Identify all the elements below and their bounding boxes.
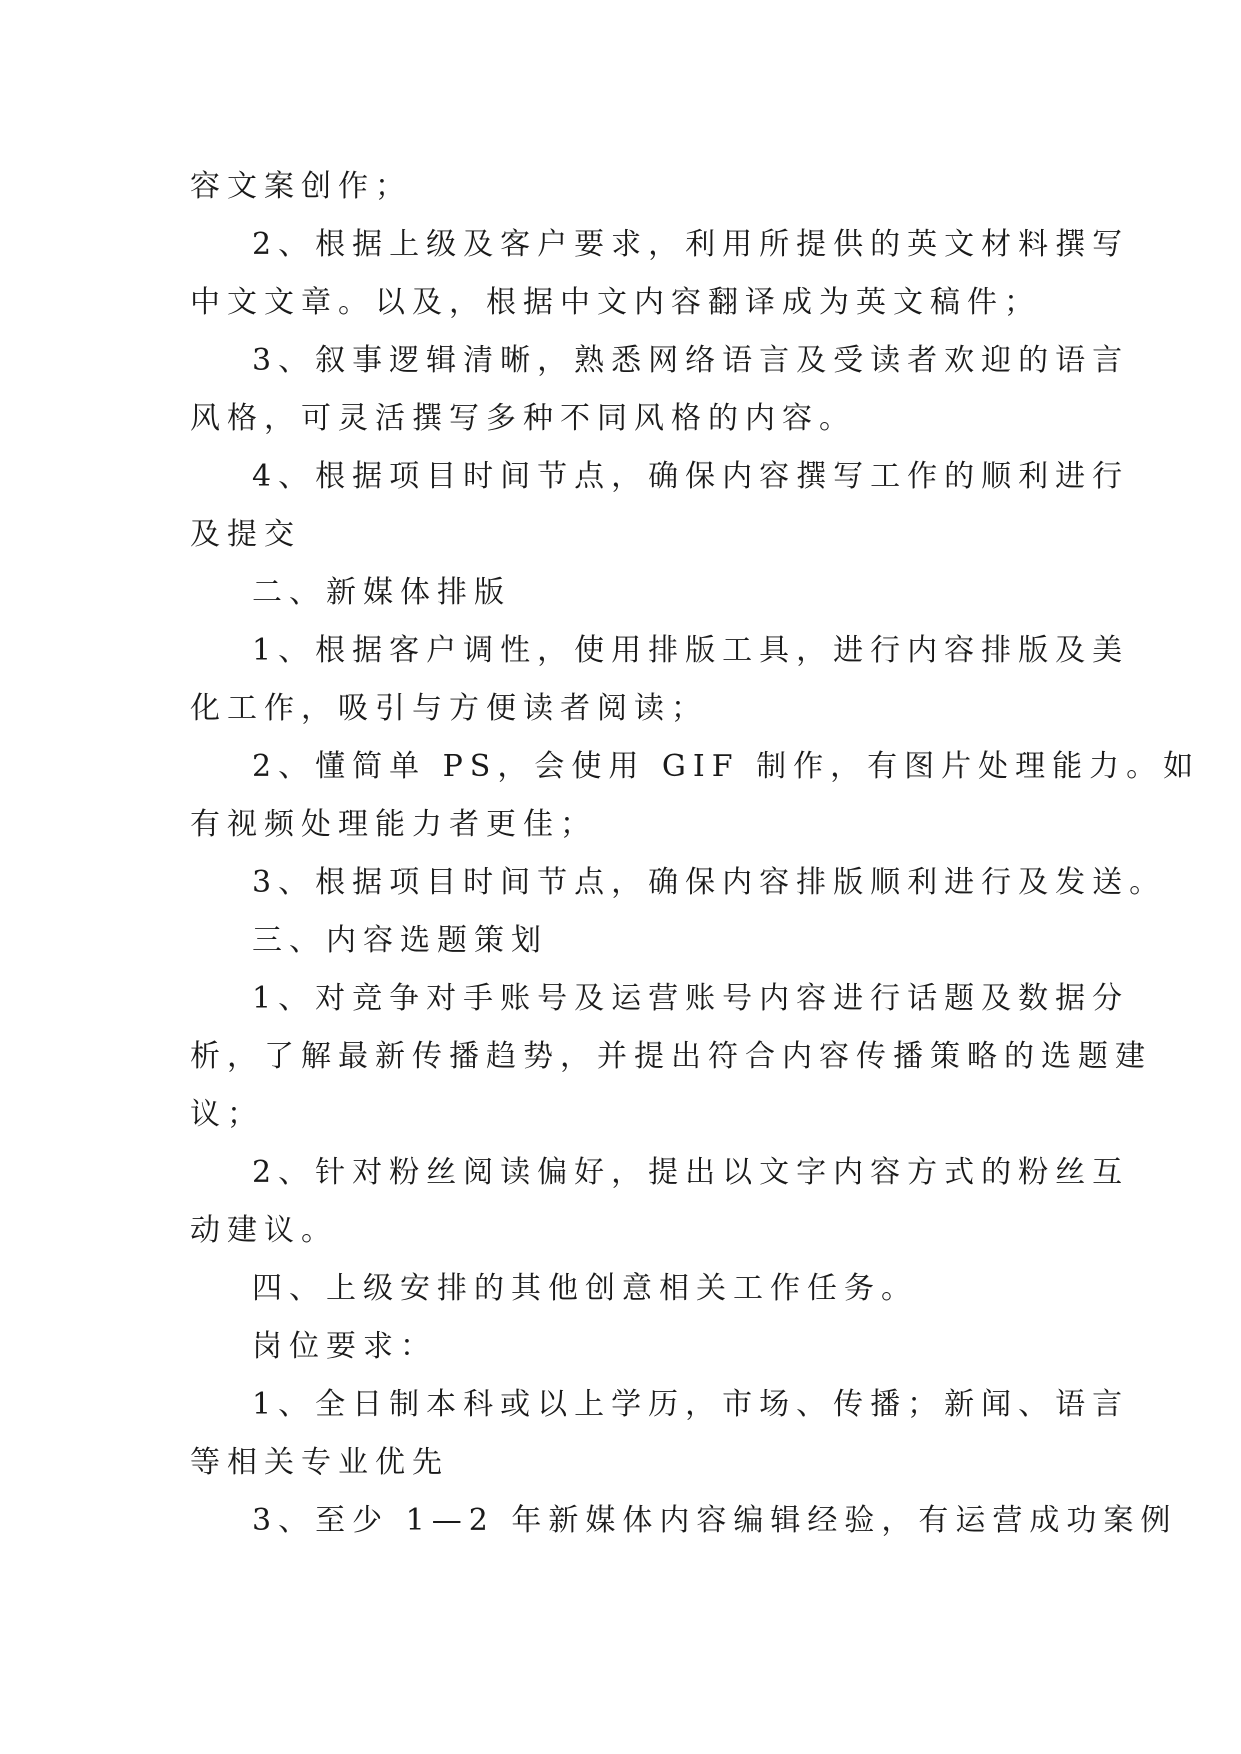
document-line: 议； xyxy=(190,1097,264,1132)
document-line: 3、至少 1—2 年新媒体内容编辑经验，有运营成功案例 xyxy=(252,1503,1178,1538)
document-line: 2、根据上级及客户要求，利用所提供的英文材料撰写 xyxy=(252,227,1130,262)
document-line: 1、全日制本科或以上学历，市场、传播；新闻、语言 xyxy=(252,1387,1130,1422)
document-line: 2、针对粉丝阅读偏好，提出以文字内容方式的粉丝互 xyxy=(252,1155,1130,1190)
document-line: 1、对竞争对手账号及运营账号内容进行话题及数据分 xyxy=(252,981,1130,1016)
document-line: 四、上级安排的其他创意相关工作任务。 xyxy=(252,1271,918,1306)
document-line: 2、懂简单 PS，会使用 GIF 制作，有图片处理能力。如 xyxy=(252,749,1201,784)
document-line: 析，了解最新传播趋势，并提出符合内容传播策略的选题建 xyxy=(190,1039,1152,1074)
document-line: 3、叙事逻辑清晰，熟悉网络语言及受读者欢迎的语言 xyxy=(252,343,1130,378)
document-line: 3、根据项目时间节点，确保内容排版顺利进行及发送。 xyxy=(252,865,1167,900)
document-line: 二、新媒体排版 xyxy=(252,575,511,610)
document-line: 动建议。 xyxy=(190,1213,338,1248)
document-line: 及提交 xyxy=(190,517,301,552)
document-line: 等相关专业优先 xyxy=(190,1445,449,1480)
document-line: 容文案创作； xyxy=(190,169,412,204)
document-line: 化工作，吸引与方便读者阅读； xyxy=(190,691,708,726)
document-line: 岗位要求： xyxy=(252,1329,437,1364)
document-line: 三、内容选题策划 xyxy=(252,923,548,958)
document-line: 有视频处理能力者更佳； xyxy=(190,807,597,842)
document-line: 4、根据项目时间节点，确保内容撰写工作的顺利进行 xyxy=(252,459,1130,494)
document-line: 1、根据客户调性，使用排版工具，进行内容排版及美 xyxy=(252,633,1130,668)
document-line: 中文文章。以及，根据中文内容翻译成为英文稿件； xyxy=(190,285,1041,320)
document-body xyxy=(190,158,1201,1550)
document-line: 风格，可灵活撰写多种不同风格的内容。 xyxy=(190,401,856,436)
